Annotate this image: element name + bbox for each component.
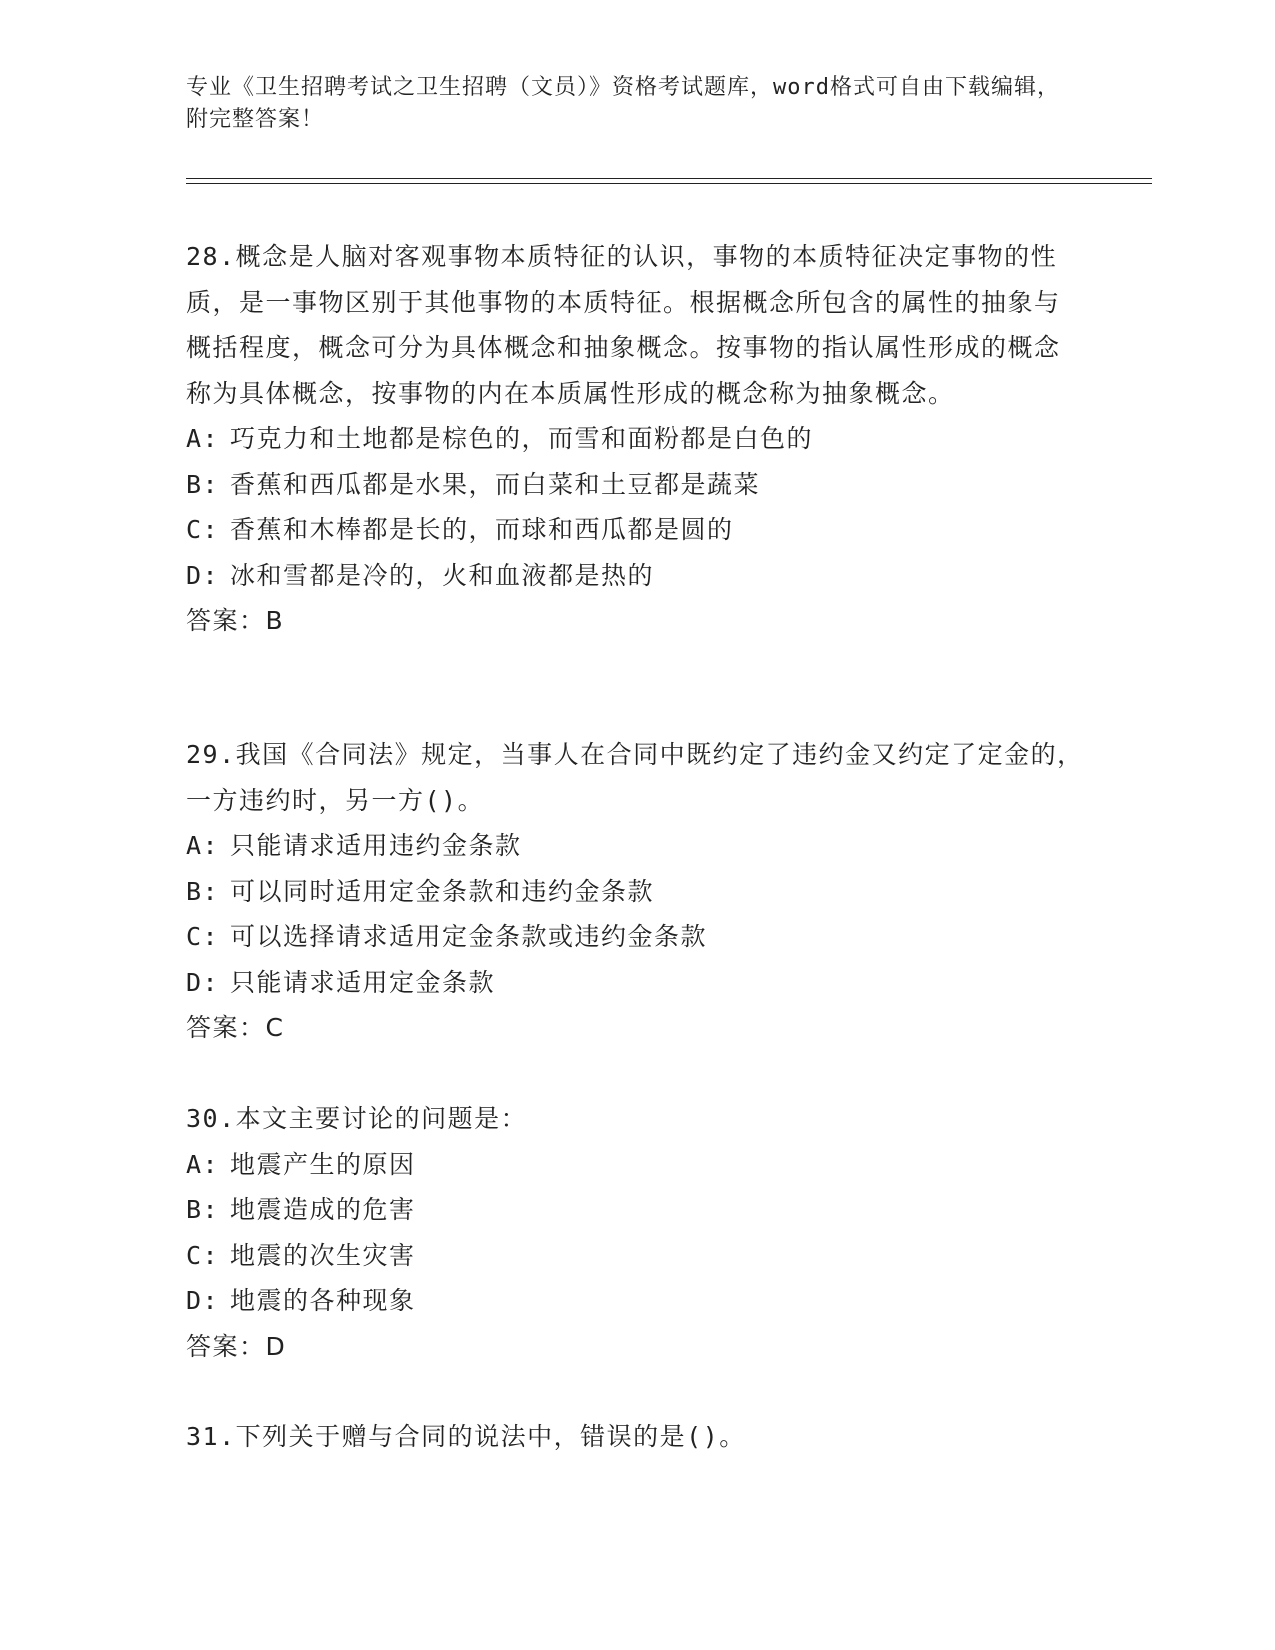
header-divider-bottom (186, 183, 1152, 184)
document-header: 专业《卫生招聘考试之卫生招聘（文员）》资格考试题库，word格式可自由下载编辑，附完整答案！ (186, 75, 1060, 132)
option-text: 香蕉和西瓜都是水果，而白菜和土豆都是蔬菜 (230, 469, 761, 499)
option-text: 地震产生的原因 (230, 1149, 416, 1179)
option-letter: A: (186, 831, 220, 860)
option-letter: D: (186, 560, 220, 590)
option-d (186, 553, 1086, 599)
option-text: 可以同时适用定金条款和违约金条款 (230, 876, 655, 906)
answer-line: 答案：C (186, 1013, 285, 1042)
option-text: 只能请求适用违约金条款 (230, 831, 522, 860)
option-text: 冰和雪都是冷的，火和血液都是热的 (230, 560, 655, 590)
question-31 (186, 1414, 1086, 1460)
option-letter: A: (186, 1149, 220, 1179)
question-28 (186, 234, 1086, 644)
option-text: 巧克力和土地都是棕色的，而雪和面粉都是白色的 (230, 424, 814, 453)
answer-line: 答案：B (186, 606, 285, 635)
option-text: 可以选择请求适用定金条款或违约金条款 (230, 922, 708, 951)
option-c (186, 507, 1086, 553)
header-divider-top (186, 178, 1152, 179)
option-letter: D: (186, 1286, 220, 1315)
option-d (186, 960, 1086, 1006)
option-a (186, 1142, 1086, 1188)
option-d (186, 1278, 1086, 1324)
option-letter: B: (186, 1195, 220, 1224)
question-stem: 29.我国《合同法》规定，当事人在合同中既约定了违约金又约定了定金的，一方违约时，另一方()。 (186, 740, 1084, 815)
option-letter: C: (186, 515, 220, 544)
question-stem: 31.下列关于赠与合同的说法中，错误的是()。 (186, 1422, 746, 1451)
question-29 (186, 732, 1086, 1051)
option-b (186, 462, 1086, 508)
option-text: 地震的次生灾害 (230, 1240, 416, 1270)
option-text: 地震的各种现象 (230, 1286, 416, 1315)
option-letter: A: (186, 424, 220, 453)
option-b (186, 1187, 1086, 1233)
question-stem: 30.本文主要讨论的问题是： (186, 1104, 528, 1133)
option-text: 地震造成的危害 (230, 1195, 416, 1224)
option-letter: B: (186, 876, 220, 906)
option-text: 只能请求适用定金条款 (230, 967, 496, 997)
option-a (186, 823, 1086, 869)
option-letter: C: (186, 1240, 220, 1270)
option-b (186, 869, 1086, 915)
option-c (186, 914, 1086, 960)
option-c (186, 1233, 1086, 1279)
option-letter: C: (186, 922, 220, 951)
option-text: 香蕉和木棒都是长的，而球和西瓜都是圆的 (230, 515, 734, 544)
answer-line: 答案：D (186, 1331, 287, 1361)
question-stem: 28.概念是人脑对客观事物本质特征的认识，事物的本质特征决定事物的性质，是一事物区别于其他事物的本质特征。根据概念所包含的属性的抽象与概括程度，概念可分为具体概念和抽象概念。按事物的指认属性形成的概念称为具体概念，按事物的内在本质属性形成的概念称为抽象概念。 (186, 242, 1061, 408)
option-letter: B: (186, 469, 220, 499)
option-a (186, 416, 1086, 462)
question-30 (186, 1096, 1086, 1370)
option-letter: D: (186, 967, 220, 997)
